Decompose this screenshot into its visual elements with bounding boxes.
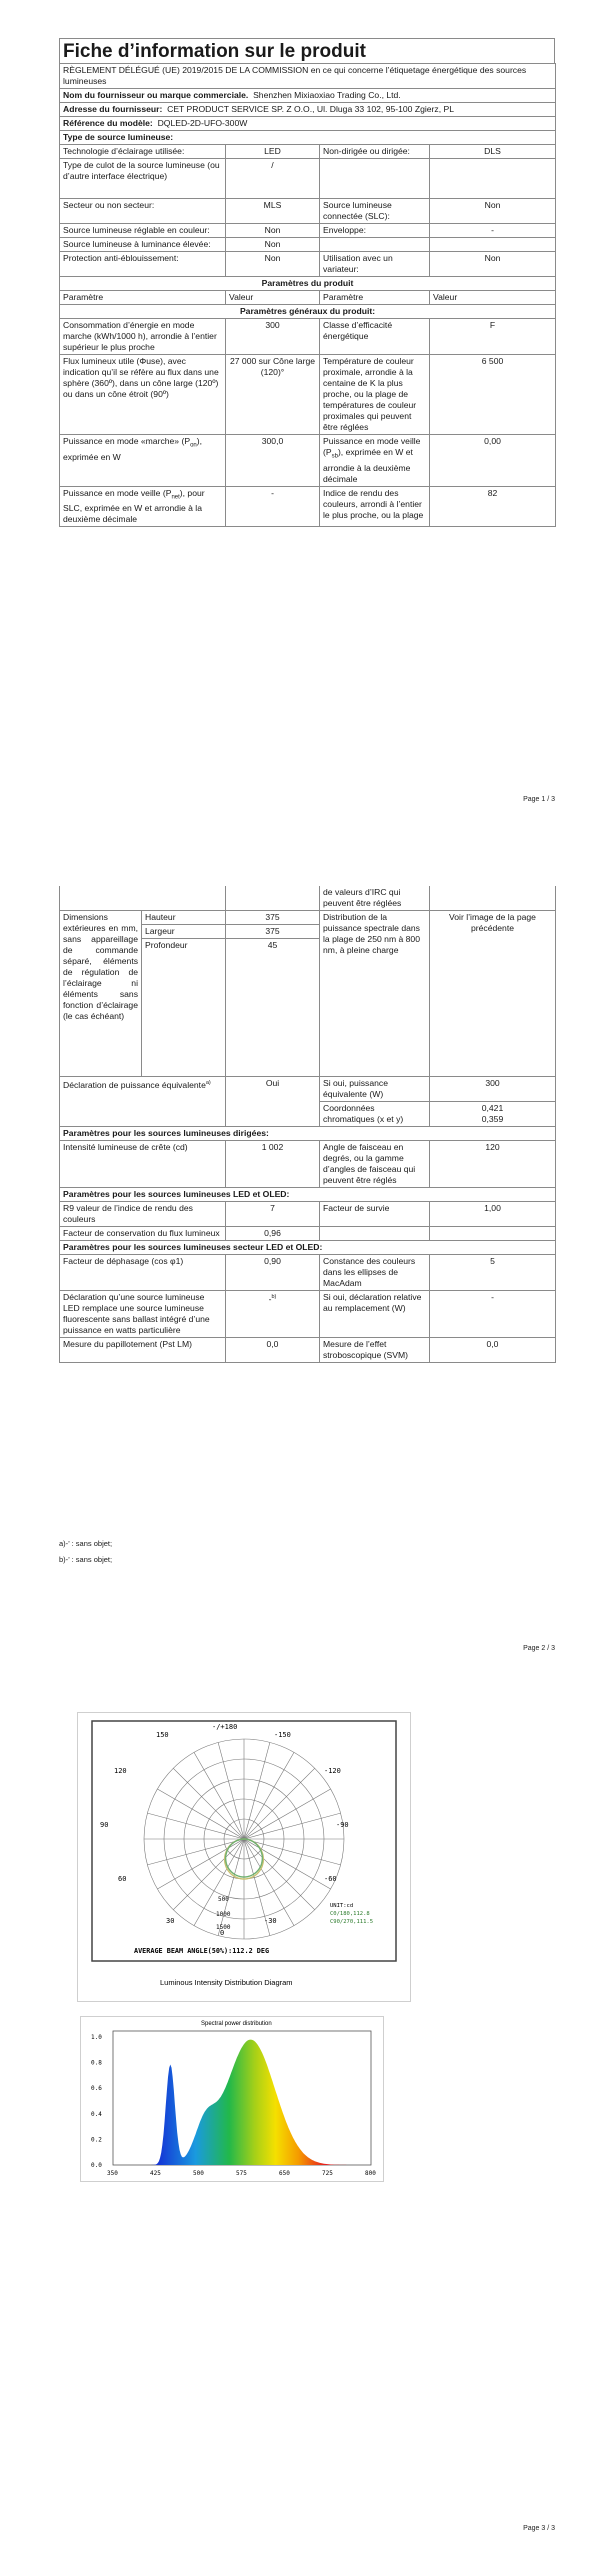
row-value: 7 <box>226 1202 320 1227</box>
footnote-ref: a) <box>205 1080 211 1086</box>
directed-header: Paramètres pour les sources lumineuses dirigées: <box>60 1127 556 1141</box>
row-label: Puissance en mode veille $(P_{sb})$, exprimée en W et arrondie à la deuxième décimale <box>320 435 430 487</box>
value-label: 1500 <box>216 1924 231 1931</box>
x-tick-label: 500 <box>193 2170 204 2177</box>
row-value: 300 <box>430 1077 556 1102</box>
row-value: 5 <box>430 1255 556 1291</box>
model-value: DQLED-2D-UFO-300W <box>157 118 248 128</box>
row-value: 82 <box>430 486 556 527</box>
type-row <box>60 159 556 199</box>
y-tick-label: 1.0 <box>91 2034 102 2041</box>
row-value: DLS <box>430 145 556 159</box>
row-label: Angle de faisceau en degrés, ou la gamme d’angles de faisceau qui peuvent être réglés <box>320 1141 430 1188</box>
angle-label: 90 <box>100 1821 109 1829</box>
row-label <box>60 886 226 911</box>
legend-unit: UNIT:cd <box>330 1903 354 1909</box>
footnote-ref: b) <box>271 1294 277 1300</box>
address-row <box>60 103 556 117</box>
spectrum-chart <box>81 2017 383 2181</box>
value-label: 500 <box>218 1896 229 1903</box>
type-row <box>60 145 556 159</box>
row-label: de valeurs d’IRC qui peuvent être réglées <box>320 886 430 911</box>
row-value <box>430 159 556 199</box>
param-row <box>60 886 556 911</box>
model-row <box>60 117 556 131</box>
dim-name: Largeur <box>142 925 226 939</box>
type-row <box>60 199 556 224</box>
row-label <box>320 238 430 252</box>
row-value: MLS <box>226 199 320 224</box>
row-label: Facteur de conservation du flux lumineux <box>60 1227 226 1241</box>
row-label: Puissance en mode veille $(P_{net})$, pour SLC, exprimée en W et arrondie à la deuxième décimale <box>60 486 226 527</box>
row-label: R9 valeur de l’indice de rendu des couleurs <box>60 1202 226 1227</box>
row-label: Température de couleur proximale, arrondie à la centaine de K la plus proche, ou la plage de températures de couleur proximales qui peuvent être réglées <box>320 355 430 435</box>
beam-angle-footer: AVERAGE BEAM ANGLE(50%):112.2 DEG <box>134 1947 270 1955</box>
row-value: LED <box>226 145 320 159</box>
x-tick-label: 425 <box>150 2170 161 2177</box>
page-number: Page 2 / 3 <box>523 1645 555 1652</box>
row-value <box>430 1227 556 1241</box>
row-label: Coordonnées chromatiques (x et y) <box>320 1102 430 1127</box>
row-value: Non <box>226 252 320 277</box>
page-title: Fiche d’information sur le produit <box>59 38 555 63</box>
row-label: Distribution de la puissance spectrale dans la plage de 250 nm à 800 nm, à pleine charge <box>320 911 430 1077</box>
row-value: / <box>226 159 320 199</box>
y-tick-label: 0.0 <box>91 2162 102 2169</box>
angle-label: 150 <box>156 1731 169 1739</box>
row-value: 120 <box>430 1141 556 1188</box>
row-value: 1 002 <box>226 1141 320 1188</box>
row-value: 300,0 <box>226 435 320 487</box>
row-value <box>226 1291 320 1338</box>
row-value: 300 <box>226 319 320 355</box>
row-label: Protection anti-éblouissement: <box>60 252 226 277</box>
param-row <box>60 1227 556 1241</box>
row-label: Secteur ou non secteur: <box>60 199 226 224</box>
supplier-label: Nom du fournisseur ou marque commerciale. <box>63 90 249 100</box>
product-info-table <box>59 63 556 527</box>
dim-value: 375 <box>226 925 320 939</box>
dim-name: Hauteur <box>142 911 226 925</box>
spectrum-caption: Spectral power distribution <box>201 2021 272 2027</box>
angle-label: 30 <box>166 1917 175 1925</box>
row-label: Enveloppe: <box>320 224 430 238</box>
column-header: Valeur <box>226 291 320 305</box>
regulation-text: RÈGLEMENT DÉLÉGUÉ (UE) 2019/2015 DE LA COMMISSION en ce qui concerne l’étiquetage énergétique des sources lumineuses <box>60 64 556 89</box>
column-header: Paramètre <box>320 291 430 305</box>
row-label: Source lumineuse réglable en couleur: <box>60 224 226 238</box>
param-row <box>60 355 556 435</box>
model-label: Référence du modèle: <box>63 118 153 128</box>
supplier-value: Shenzhen Mixiaoxiao Trading Co., Ltd. <box>253 90 401 100</box>
row-label: Mesure de l’effet stroboscopique (SVM) <box>320 1338 430 1363</box>
x-tick-label: 575 <box>236 2170 247 2177</box>
dims-row <box>60 911 556 925</box>
angle-label: -30 <box>264 1917 277 1925</box>
row-value: 0,90 <box>226 1255 320 1291</box>
row-label: Puissance en mode «marche» $(P_{on})$, exprimée en W <box>60 435 226 487</box>
row-label: Indice de rendu des couleurs, arrondi à l’entier le plus proche, ou la plage <box>320 486 430 527</box>
chroma-x: 0,421 <box>481 1103 504 1113</box>
param-row <box>60 319 556 355</box>
row-label: Facteur de déphasage (cos φ1) <box>60 1255 226 1291</box>
dim-value: 45 <box>226 939 320 1077</box>
y-tick-label: 0.6 <box>91 2085 102 2093</box>
row-value: 0,0 <box>226 1338 320 1363</box>
decl-label: Déclaration de puissance équivalente <box>63 1079 206 1090</box>
type-row <box>60 238 556 252</box>
row-label: Flux lumineux utile (Φuse), avec indication qu’il se réfère au flux dans une sphère (360º), dans un cône large (120º) ou dans un cône étroit (90º) <box>60 355 226 435</box>
row-value: 27 000 sur Cône large (120)° <box>226 355 320 435</box>
row-label: Intensité lumineuse de crête (cd) <box>60 1141 226 1188</box>
row-value: Non <box>226 224 320 238</box>
general-header: Paramètres généraux du produit: <box>60 305 556 319</box>
polar-diagram-figure <box>77 1712 411 2002</box>
row-value: - <box>226 486 320 527</box>
column-header: Valeur <box>430 291 556 305</box>
param-row <box>60 1255 556 1291</box>
row-label: Si oui, puissance équivalente (W) <box>320 1077 430 1102</box>
angle-label: -90 <box>336 1821 349 1829</box>
page-number: Page 3 / 3 <box>523 2525 555 2532</box>
supplier-row <box>60 89 556 103</box>
row-label: Constance des couleurs dans les ellipses de MacAdam <box>320 1255 430 1291</box>
mains-header: Paramètres pour les sources lumineuses secteur LED et OLED: <box>60 1241 556 1255</box>
param-row <box>60 435 556 487</box>
row-value: Oui <box>226 1077 320 1127</box>
row-label: Déclaration qu’une source lumineuse LED remplace une source lumineuse fluorescente sans ballast intégré d’une puissance en watts particulière <box>60 1291 226 1338</box>
type-row <box>60 224 556 238</box>
y-tick-label: 0.8 <box>91 2059 102 2067</box>
x-tick-label: 350 <box>107 2170 118 2177</box>
row-value: Voir l’image de la page précédente <box>430 911 556 1077</box>
row-value: F <box>430 319 556 355</box>
dim-name: Profondeur <box>142 939 226 1077</box>
address-label: Adresse du fournisseur: <box>63 104 163 114</box>
row-value <box>226 886 320 911</box>
row-label: Source lumineuse à luminance élevée: <box>60 238 226 252</box>
footnote-b: b)-’ : sans objet; <box>59 1555 113 1564</box>
params-header: Paramètres du produit <box>60 277 556 291</box>
replace-value: - <box>268 1293 272 1304</box>
row-value: 0,0 <box>430 1338 556 1363</box>
type-row <box>60 252 556 277</box>
param-row <box>60 1338 556 1363</box>
y-tick-label: 0.2 <box>91 2136 102 2144</box>
x-tick-label: 800 <box>365 2170 376 2177</box>
row-label: Source lumineuse connectée (SLC): <box>320 199 430 224</box>
led-header: Paramètres pour les sources lumineuses LED et OLED: <box>60 1188 556 1202</box>
row-value: 0,96 <box>226 1227 320 1241</box>
row-label: Facteur de survie <box>320 1202 430 1227</box>
angle-label: -150 <box>274 1731 291 1739</box>
y-tick-label: 0.4 <box>91 2110 102 2118</box>
column-header: Paramètre <box>60 291 226 305</box>
row-value: 6 500 <box>430 355 556 435</box>
chroma-y: 0,359 <box>481 1114 504 1124</box>
row-value <box>430 238 556 252</box>
row-label: Consommation d’énergie en mode marche (kWh/1000 h), arrondie à l’entier supérieur le plus proche <box>60 319 226 355</box>
column-headers <box>60 291 556 305</box>
value-label: 1000 <box>216 1911 231 1918</box>
row-value: Non <box>226 238 320 252</box>
address-value: CET PRODUCT SERVICE SP. Z O.O., Ul. Dluga 33 102, 95-100 Zgierz, PL <box>167 104 455 114</box>
legend-c0: C0/180,112.8 <box>330 1911 370 1917</box>
legend-c90: C90/270,111.5 <box>330 1919 374 1925</box>
row-value: 0,00 <box>430 435 556 487</box>
angle-label: -/+180 <box>212 1723 238 1731</box>
row-label <box>320 159 430 199</box>
angle-label: -60 <box>324 1875 337 1883</box>
row-value: Non <box>430 199 556 224</box>
row-value: Non <box>430 252 556 277</box>
row-value <box>430 1102 556 1127</box>
row-label: Classe d’efficacité énergétique <box>320 319 430 355</box>
angle-label: 0 <box>220 1929 225 1937</box>
row-label <box>60 1077 226 1127</box>
type-header: Type de source lumineuse: <box>60 131 556 145</box>
row-label: Mesure du papillotement (Pst LM) <box>60 1338 226 1363</box>
product-info-table-continued <box>59 886 556 1363</box>
row-label: Si oui, déclaration relative au remplacement (W) <box>320 1291 430 1338</box>
param-row <box>60 486 556 527</box>
angle-label: -120 <box>324 1767 341 1775</box>
row-label: Utilisation avec un variateur: <box>320 252 430 277</box>
page-1 <box>59 38 555 527</box>
x-tick-label: 650 <box>279 2170 290 2177</box>
row-label <box>320 1227 430 1241</box>
footnote-a: a)-’ : sans objet; <box>59 1539 113 1548</box>
row-value: 1,00 <box>430 1202 556 1227</box>
row-value: - <box>430 1291 556 1338</box>
page-2 <box>59 886 555 1363</box>
row-label: Dimensions extérieures en mm, sans appareillage de commande séparé, éléments de régulation de l’éclairage ni éléments sans fonction d’éclairage (le cas échéant) <box>60 911 142 1077</box>
dim-value: 375 <box>226 911 320 925</box>
param-row <box>60 1077 556 1102</box>
x-tick-label: 725 <box>322 2170 333 2177</box>
param-row <box>60 1291 556 1338</box>
row-value <box>430 886 556 911</box>
param-row <box>60 1202 556 1227</box>
param-row <box>60 1141 556 1188</box>
row-label: Non-dirigée ou dirigée: <box>320 145 430 159</box>
angle-label: 60 <box>118 1875 127 1883</box>
page-number: Page 1 / 3 <box>523 796 555 803</box>
spectrum-figure <box>80 2016 384 2182</box>
row-value: - <box>430 224 556 238</box>
row-label: Technologie d’éclairage utilisée: <box>60 145 226 159</box>
polar-diagram <box>78 1713 410 2001</box>
angle-label: 120 <box>114 1767 127 1775</box>
row-label: Type de culot de la source lumineuse (ou d’autre interface électrique) <box>60 159 226 199</box>
polar-caption: Luminous Intensity Distribution Diagram <box>160 1978 293 1987</box>
